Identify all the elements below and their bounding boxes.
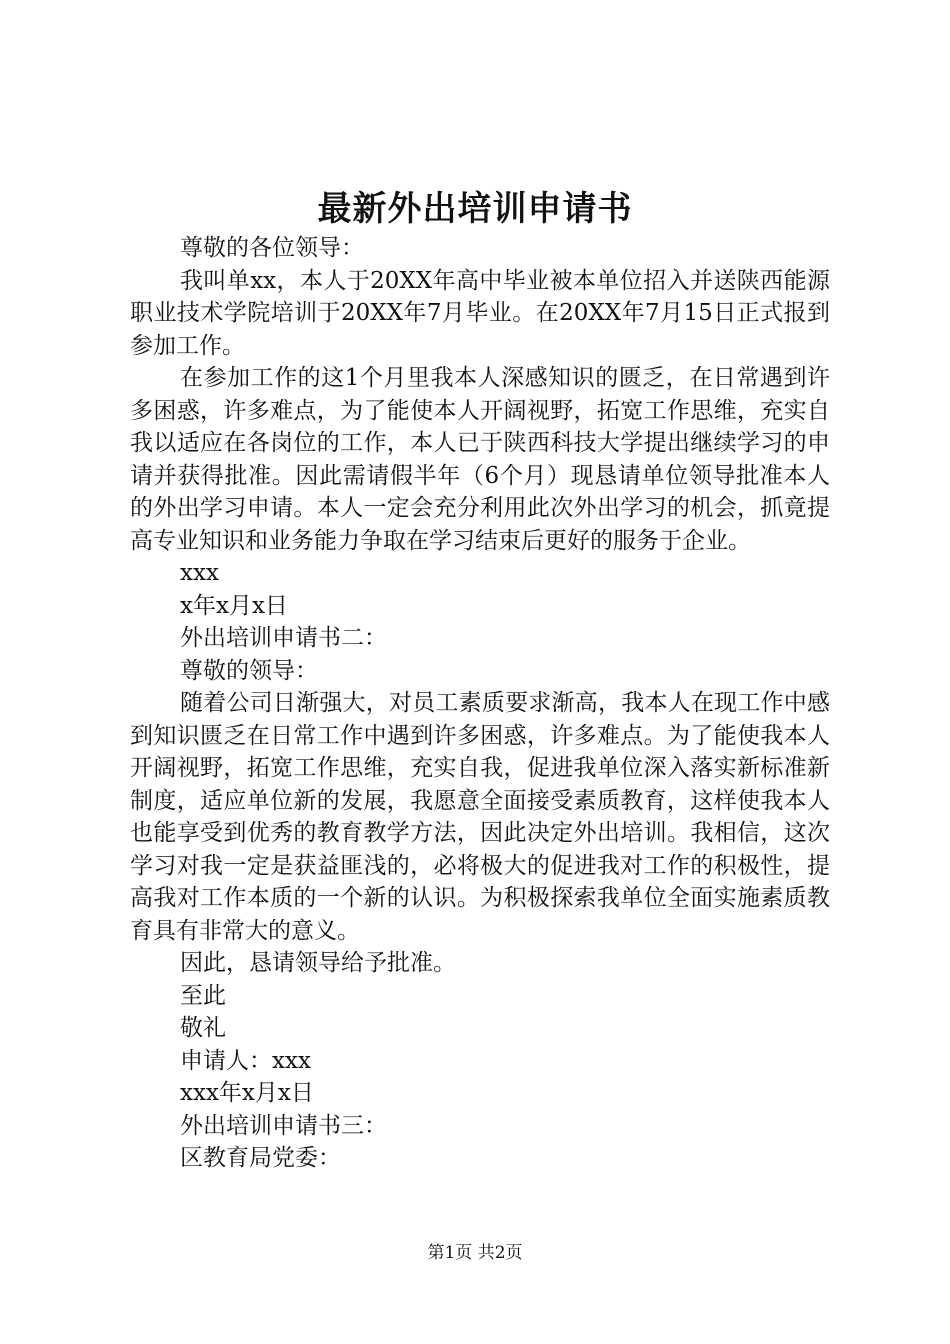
section-heading: 外出培训申请书二： [180, 625, 387, 651]
signature-name: xxx [180, 560, 219, 586]
closing-line: 至此 [180, 982, 226, 1009]
paragraph: 在参加工作的这1个月里我本人深感知识的匮乏，在日常遇到许多困惑，许多难点，为了能使本人开阔视野，拓宽工作思维，充实自我以适应在各岗位的工作，本人已于陕西科技大学提出继续学习的申请并获得批准。因此需请假半年（6个月）现恳请单位领导批准本人的外出学习申请。本人一定会充分利用此次外出学习的机会，抓竟提高专业知识和业务能力争取在学习结束后更好的服务于企业。 [130, 365, 830, 554]
document-title: 最新外出培训申请书 [317, 189, 633, 229]
signature-date: xxx年x月x日 [180, 1080, 314, 1106]
request-line: 因此，恳请领导给予批准。 [180, 950, 456, 976]
signature-date: x年x月x日 [180, 592, 288, 619]
paragraph: 我叫单xx，本人于20XX年高中毕业被本单位招入并送陕西能源职业技术学院培训于20XX年7月毕业。在20XX年7月15日正式报到参加工作。 [130, 267, 830, 359]
salutation: 尊敬的各位领导： [180, 235, 364, 261]
page-number: 第1页 共2页 [427, 1243, 523, 1263]
section-heading: 外出培训申请书三： [180, 1112, 387, 1139]
salutation: 区教育局党委： [180, 1145, 341, 1171]
applicant-line: 申请人：xxx [180, 1047, 311, 1074]
closing-line: 敬礼 [180, 1015, 226, 1041]
salutation: 尊敬的领导： [180, 657, 318, 684]
paragraph: 随着公司日渐强大，对员工素质要求渐高，我本人在现工作中感到知识匮乏在日常工作中遇到许多困惑，许多难点。为了能使我本人开阔视野，拓宽工作思维，充实自我，促进我单位深入落实新标准新制度，适应单位新的发展，我愿意全面接受素质教育，这样使我本人也能享受到优秀的教育教学方法，因此决定外出培训。我相信，这次学习对我一定是获益匪浅的，必将极大的促进我对工作的积极性，提高我对工作本质的一个新的认识。为积极探索我单位全面实施素质教育具有非常大的意义。 [130, 690, 830, 944]
document-body [130, 232, 830, 1175]
